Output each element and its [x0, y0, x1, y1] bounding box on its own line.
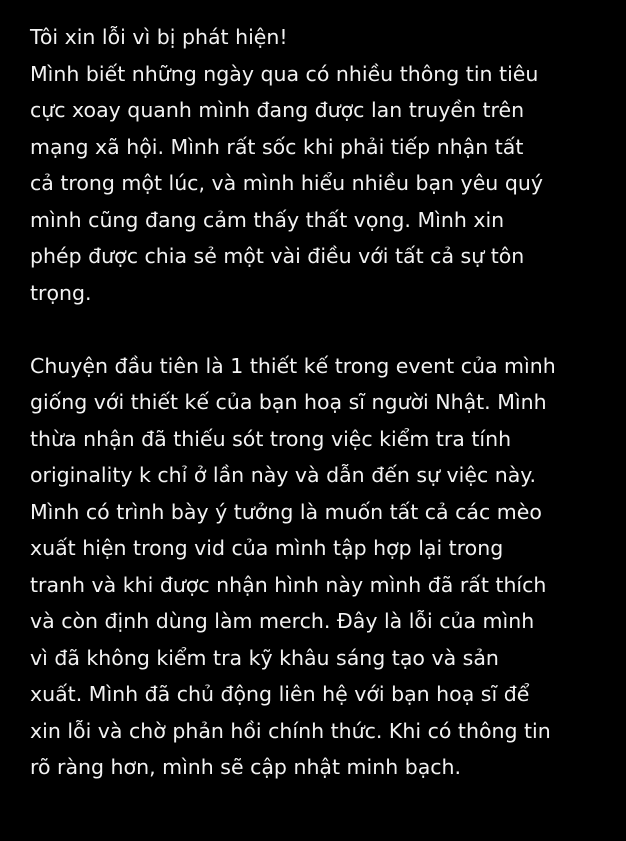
note-line: Tôi xin lỗi vì bị phát hiện! [30, 25, 288, 49]
note-line: cả trong một lúc, và mình hiểu nhiều bạn yêu quý [30, 171, 543, 195]
note-line: mạng xã hội. Mình rất sốc khi phải tiếp nhận tất [30, 134, 524, 159]
note-line: mình cũng đang cảm thấy thất vọng. Mình xin [30, 207, 505, 232]
note-line: thừa nhận đã thiếu sót trong việc kiểm tra tính [30, 426, 512, 451]
note-line: xuất hiện trong vid của mình tập hợp lại trong [30, 536, 504, 560]
note-line: giống với thiết kế của bạn hoạ sĩ người Nhật. Mình [30, 390, 547, 414]
note-line: vì đã không kiểm tra kỹ khâu sáng tạo và sản [30, 645, 499, 670]
note-line: rõ ràng hơn, mình sẽ cập nhật minh bạch. [30, 755, 462, 779]
note-line: originality k chỉ ở lần này và dẫn đến sự việc này. [30, 463, 537, 487]
note-line: phép được chia sẻ một vài điều với tất cả sự tôn [30, 244, 525, 268]
note-line: Chuyện đầu tiên là 1 thiết kế trong event của mình [30, 353, 556, 378]
note-line: xuất. Mình đã chủ động liên hệ với bạn hoạ sĩ để [30, 682, 530, 706]
note-line: cực xoay quanh mình đang được lan truyền trên [30, 98, 525, 122]
note-line: xin lỗi và chờ phản hồi chính thức. Khi có thông tin [30, 718, 551, 743]
note-line: Mình có trình bày ý tưởng là muốn tất cả các mèo [30, 499, 542, 524]
paragraph-2 [30, 348, 606, 786]
note-line: trọng. [30, 280, 92, 305]
paragraph-1 [30, 19, 606, 311]
note-line: tranh và khi được nhận hình này mình đã rất thích [30, 572, 547, 597]
note-line: Mình biết những ngày qua có nhiều thông tin tiêu [30, 61, 539, 86]
note-line: và còn định dùng làm merch. Đây là lỗi của mình [30, 609, 535, 633]
paragraph-gap [30, 311, 606, 348]
